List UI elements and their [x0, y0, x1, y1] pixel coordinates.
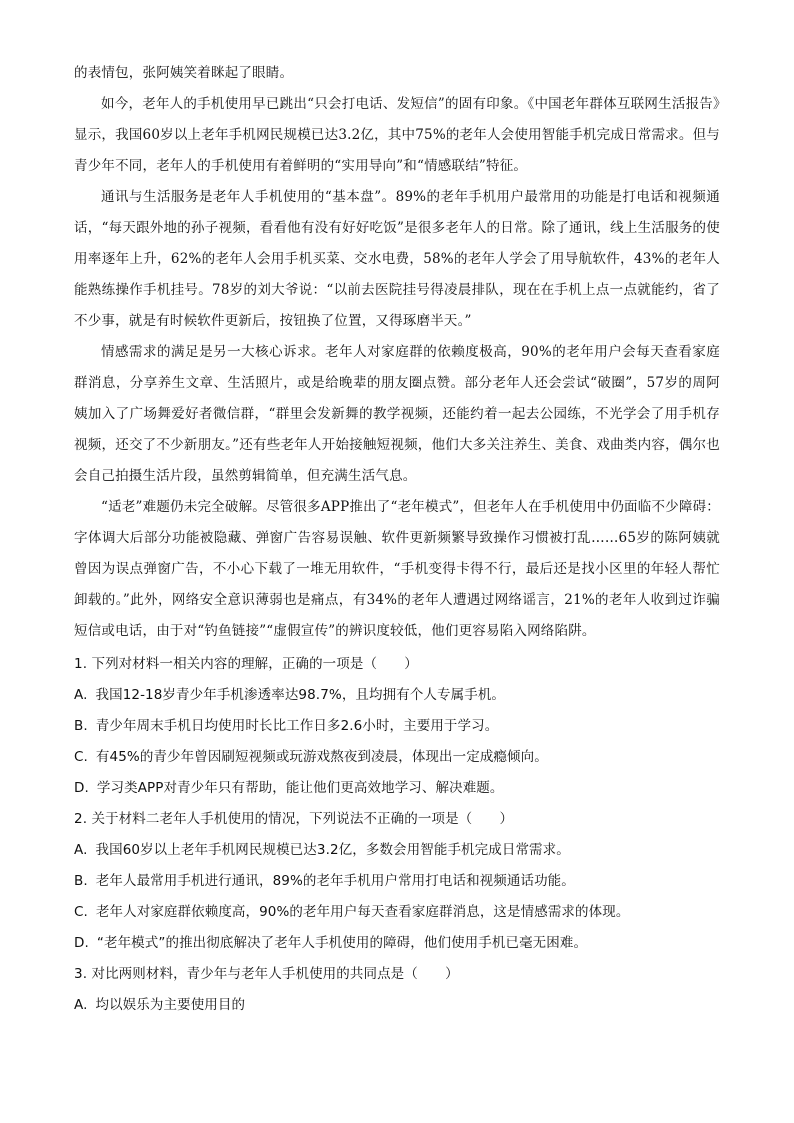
option-label: C.: [74, 904, 88, 920]
question-2-option-c: [74, 897, 720, 928]
passage-paragraph-3: 情感需求的满足是另一大核心诉求。老年人对家庭群的依赖度极高，90%的老年用户会每天查看家庭群消息，分享养生文章、生活照片，或是给晚辈的朋友圈点赞。部分老年人还会尝试“破圈”，57岁的周阿姨加入了广场舞爱好者微信群，“群里会发新舞的教学视频，还能约着一起去公园练，不光学会了用手机存视频，还交了不少新朋友。”还有些老年人开始接触短视频，他们大多关注养生、美食、戏曲类内容，偶尔也会自己拍摄生活片段，虽然剪辑简单，但充满生活气息。: [74, 344, 720, 484]
question-list: [74, 649, 720, 1021]
option-text: 有45%的青少年曾因刷短视频或玩游戏熬夜到凌晨，体现出一定成瘾倾向。: [95, 749, 548, 765]
option-text: 青少年周末手机日均使用时长比工作日多2.6小时，主要用于学习。: [95, 718, 499, 734]
option-label: B.: [74, 718, 88, 734]
option-label: C.: [74, 749, 88, 765]
option-label: B.: [74, 873, 88, 889]
option-label: A.: [74, 997, 88, 1013]
option-label: A.: [74, 842, 88, 858]
question-1-option-b: [74, 711, 720, 742]
option-text: 老年人最常用手机进行通讯，89%的老年手机用户常用打电话和视频通话功能。: [95, 873, 575, 889]
question-1-option-c: [74, 742, 720, 773]
question-1-stem: 1. 下列对材料一相关内容的理解，正确的一项是（ ）: [74, 656, 418, 672]
question-2-stem: 2. 关于材料二老年人手机使用的情况，下列说法不正确的一项是（ ）: [74, 811, 514, 827]
question-1-option-d: [74, 773, 720, 804]
option-text: “老年模式”的推出彻底解决了老年人手机使用的障碍，他们使用手机已毫无困难。: [96, 935, 588, 951]
option-label: A.: [74, 687, 88, 703]
option-text: 我国12-18岁青少年手机渗透率达98.7%，且均拥有个人专属手机。: [95, 687, 506, 703]
reading-passage: [74, 58, 720, 647]
option-text: 我国60岁以上老年手机网民规模已达3.2亿，多数会用智能手机完成日常需求。: [95, 842, 570, 858]
question-1-option-a: [74, 680, 720, 711]
question-2-option-a: [74, 835, 720, 866]
question-2-option-d: [74, 928, 720, 959]
option-label: D.: [74, 935, 89, 951]
question-3-stem: 3. 对比两则材料，青少年与老年人手机使用的共同点是（ ）: [74, 966, 459, 982]
option-label: D.: [74, 780, 89, 796]
passage-paragraph-2: 通讯与生活服务是老年人手机使用的“基本盘”。89%的老年手机用户最常用的功能是打电话和视频通话，“每天跟外地的孙子视频，看看他有没有好好吃饭”是很多老年人的日常。除了通讯，线上生活服务的使用率逐年上升，62%的老年人会用手机买菜、交水电费，58%的老年人学会了用导航软件，43%的老年人能熟练操作手机挂号。78岁的刘大爷说：“以前去医院挂号得凌晨排队，现在在手机上点一点就能约，省了不少事，就是有时候软件更新后，按钮换了位置，又得琢磨半天。”: [74, 189, 720, 329]
document-page: [74, 58, 720, 1021]
question-2-option-b: [74, 866, 720, 897]
passage-paragraph-4: “适老”难题仍未完全破解。尽管很多APP推出了“老年模式”，但老年人在手机使用中仍面临不少障碍：字体调大后部分功能被隐藏、弹窗广告容易误触、软件更新频繁导致操作习惯被打乱……65岁的陈阿姨就曾因为误点弹窗广告，不小心下载了一堆无用软件，“手机变得卡得不行，最后还是找小区里的年轻人帮忙卸载的。”此外，网络安全意识薄弱也是痛点，有34%的老年人遭遇过网络谣言，21%的老年人收到过诈骗短信或电话，由于对“钓鱼链接”“虚假宣传”的辨识度较低，他们更容易陷入网络陷阱。: [74, 499, 720, 639]
option-text: 学习类APP对青少年只有帮助，能让他们更高效地学习、解决难题。: [96, 780, 504, 796]
passage-paragraph-1: 如今，老年人的手机使用早已跳出“只会打电话、发短信”的固有印象。《中国老年群体互联网生活报告》显示，我国60岁以上老年手机网民规模已达3.2亿，其中75%的老年人会使用智能手机完成日常需求。但与青少年不同，老年人的手机使用有着鲜明的“实用导向”和“情感联结”特征。: [74, 96, 720, 174]
option-text: 老年人对家庭群依赖度高，90%的老年用户每天查看家庭群消息，这是情感需求的体现。: [95, 904, 630, 920]
passage-paragraph-0: 的表情包，张阿姨笑着眯起了眼睛。: [74, 65, 294, 81]
question-3-option-a: [74, 990, 720, 1021]
option-text: 均以娱乐为主要使用目的: [95, 997, 246, 1013]
